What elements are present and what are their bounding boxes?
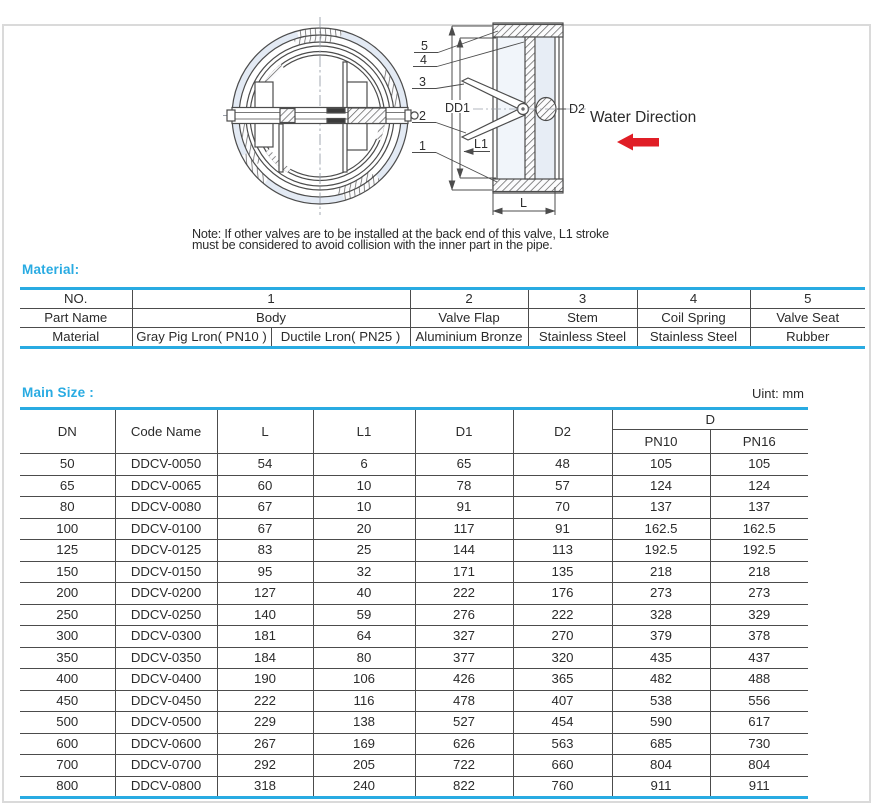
material-value: Stainless Steel [528, 328, 637, 348]
cell-d2: 365 [513, 669, 612, 691]
cell-d2: 760 [513, 776, 612, 798]
dim-label-l1: L1 [474, 137, 488, 151]
cell-d2: 222 [513, 604, 612, 626]
cell-code-name: DDCV-0500 [115, 712, 217, 734]
col-header-code-name: Code Name [115, 409, 217, 454]
cell-dn: 50 [20, 454, 115, 476]
cell-pn16: 162.5 [710, 518, 808, 540]
cell-d1: 65 [415, 454, 513, 476]
material-table-number-row [20, 289, 865, 309]
cell-pn16: 137 [710, 497, 808, 519]
installation-note [192, 229, 752, 251]
cell-pn10: 911 [612, 776, 710, 798]
cell-l: 267 [217, 733, 313, 755]
cell-pn10: 273 [612, 583, 710, 605]
col-header-pn16: PN16 [710, 430, 808, 454]
cell-code-name: DDCV-0800 [115, 776, 217, 798]
cell-l: 60 [217, 475, 313, 497]
main-size-table [20, 407, 808, 799]
note-line-2: must be considered to avoid collision with the inner part in the pipe. [192, 237, 553, 252]
size-row-dn-65 [20, 475, 808, 497]
cell-d2: 454 [513, 712, 612, 734]
size-row-dn-800 [20, 776, 808, 798]
cell-d1: 78 [415, 475, 513, 497]
cell-d1: 527 [415, 712, 513, 734]
cell-pn16: 192.5 [710, 540, 808, 562]
cell-l1: 116 [313, 690, 415, 712]
cell-code-name: DDCV-0350 [115, 647, 217, 669]
cell-code-name: DDCV-0125 [115, 540, 217, 562]
size-row-dn-500 [20, 712, 808, 734]
col-header-l1: L1 [313, 409, 415, 454]
cell-pn16: 556 [710, 690, 808, 712]
cell-d2: 320 [513, 647, 612, 669]
part-name: Valve Flap [410, 308, 528, 328]
water-direction-arrow-icon [617, 134, 659, 151]
size-row-dn-600 [20, 733, 808, 755]
material-table-part-name-row [20, 308, 865, 328]
dim-label-d2: D2 [569, 102, 585, 116]
cell-l: 184 [217, 647, 313, 669]
size-row-dn-400 [20, 669, 808, 691]
cell-pn10: 482 [612, 669, 710, 691]
cell-d2: 176 [513, 583, 612, 605]
cell-code-name: DDCV-0150 [115, 561, 217, 583]
cell-pn10: 105 [612, 454, 710, 476]
cell-code-name: DDCV-0050 [115, 454, 217, 476]
main-size-table-body [20, 454, 808, 798]
cell-l: 190 [217, 669, 313, 691]
cell-pn10: 137 [612, 497, 710, 519]
cell-pn16: 437 [710, 647, 808, 669]
cell-dn: 500 [20, 712, 115, 734]
cell-dn: 800 [20, 776, 115, 798]
cell-l1: 64 [313, 626, 415, 648]
col-header-l: L [217, 409, 313, 454]
cell-d1: 91 [415, 497, 513, 519]
cell-dn: 200 [20, 583, 115, 605]
part-name: Body [132, 308, 410, 328]
cell-code-name: DDCV-0450 [115, 690, 217, 712]
cell-code-name: DDCV-0100 [115, 518, 217, 540]
valve-technical-drawing [0, 0, 873, 230]
cell-d1: 327 [415, 626, 513, 648]
cell-pn16: 218 [710, 561, 808, 583]
size-row-dn-200 [20, 583, 808, 605]
part-name: Valve Seat [750, 308, 865, 328]
cell-d1: 722 [415, 755, 513, 777]
note-line-1: Note: If other valves are to be installed at the back end of this valve, L1 stroke [192, 227, 609, 241]
cell-dn: 600 [20, 733, 115, 755]
material-table [20, 287, 865, 349]
cell-l1: 32 [313, 561, 415, 583]
cell-l: 54 [217, 454, 313, 476]
cell-l: 292 [217, 755, 313, 777]
cell-dn: 300 [20, 626, 115, 648]
cell-l1: 6 [313, 454, 415, 476]
cell-pn10: 590 [612, 712, 710, 734]
material-section-heading: Material: [22, 262, 80, 277]
cell-code-name: DDCV-0600 [115, 733, 217, 755]
cell-d1: 426 [415, 669, 513, 691]
material-value: Stainless Steel [637, 328, 750, 348]
cell-pn16: 730 [710, 733, 808, 755]
cell-pn16: 124 [710, 475, 808, 497]
cell-d1: 377 [415, 647, 513, 669]
cell-l1: 240 [313, 776, 415, 798]
cell-pn10: 328 [612, 604, 710, 626]
cell-d1: 478 [415, 690, 513, 712]
valve-front-view [201, 0, 439, 230]
cell-l: 140 [217, 604, 313, 626]
cell-d2: 660 [513, 755, 612, 777]
part-number: 4 [637, 289, 750, 309]
cell-pn16: 617 [710, 712, 808, 734]
material-value: Aluminium Bronze [410, 328, 528, 348]
size-row-dn-300 [20, 626, 808, 648]
col-header-d1: D1 [415, 409, 513, 454]
cell-pn16: 378 [710, 626, 808, 648]
cell-d2: 57 [513, 475, 612, 497]
cell-dn: 150 [20, 561, 115, 583]
cell-code-name: DDCV-0250 [115, 604, 217, 626]
part-number: 2 [410, 289, 528, 309]
cell-d2: 407 [513, 690, 612, 712]
col-header-d-group: D [612, 409, 808, 430]
cell-l: 229 [217, 712, 313, 734]
size-row-dn-100 [20, 518, 808, 540]
cell-pn10: 162.5 [612, 518, 710, 540]
cell-l1: 205 [313, 755, 415, 777]
cell-d1: 222 [415, 583, 513, 605]
cell-l1: 10 [313, 497, 415, 519]
cell-pn10: 685 [612, 733, 710, 755]
cell-d2: 48 [513, 454, 612, 476]
cell-dn: 65 [20, 475, 115, 497]
cell-pn10: 379 [612, 626, 710, 648]
row-header-no: NO. [20, 289, 132, 309]
part-number: 5 [750, 289, 865, 309]
cell-dn: 700 [20, 755, 115, 777]
col-header-dn: DN [20, 409, 115, 454]
cell-dn: 450 [20, 690, 115, 712]
size-row-dn-700 [20, 755, 808, 777]
cell-l1: 59 [313, 604, 415, 626]
callout-label-2: 2 [419, 109, 426, 123]
cell-l: 127 [217, 583, 313, 605]
cell-l1: 25 [313, 540, 415, 562]
cell-pn16: 273 [710, 583, 808, 605]
cell-l1: 40 [313, 583, 415, 605]
col-header-pn10: PN10 [612, 430, 710, 454]
material-table-material-row [20, 328, 865, 348]
cell-code-name: DDCV-0065 [115, 475, 217, 497]
cell-pn10: 538 [612, 690, 710, 712]
cell-d1: 276 [415, 604, 513, 626]
material-value: Ductile Lron( PN25 ) [271, 328, 410, 348]
cell-l1: 106 [313, 669, 415, 691]
cell-dn: 80 [20, 497, 115, 519]
cell-l1: 10 [313, 475, 415, 497]
dim-label-d-d1: DD1 [445, 101, 471, 115]
cell-pn10: 124 [612, 475, 710, 497]
cell-d2: 563 [513, 733, 612, 755]
cell-pn16: 329 [710, 604, 808, 626]
cell-d2: 113 [513, 540, 612, 562]
size-row-dn-250 [20, 604, 808, 626]
cell-dn: 350 [20, 647, 115, 669]
cell-d1: 144 [415, 540, 513, 562]
row-header-material: Material [20, 328, 132, 348]
cell-code-name: DDCV-0700 [115, 755, 217, 777]
cell-l: 67 [217, 518, 313, 540]
water-direction-label: Water Direction [590, 109, 697, 126]
cell-pn16: 911 [710, 776, 808, 798]
main-size-section-heading: Main Size : [22, 385, 94, 400]
callout-label-5: 5 [421, 39, 428, 53]
cell-code-name: DDCV-0080 [115, 497, 217, 519]
part-number: 3 [528, 289, 637, 309]
cell-d2: 135 [513, 561, 612, 583]
part-name: Stem [528, 308, 637, 328]
cell-l: 222 [217, 690, 313, 712]
cell-pn10: 435 [612, 647, 710, 669]
cell-code-name: DDCV-0300 [115, 626, 217, 648]
cell-pn16: 488 [710, 669, 808, 691]
cell-dn: 125 [20, 540, 115, 562]
cell-d2: 91 [513, 518, 612, 540]
cell-code-name: DDCV-0400 [115, 669, 217, 691]
cell-l: 318 [217, 776, 313, 798]
size-row-dn-450 [20, 690, 808, 712]
cell-dn: 400 [20, 669, 115, 691]
dim-label-l: L [520, 196, 527, 210]
cell-pn10: 804 [612, 755, 710, 777]
col-header-d2: D2 [513, 409, 612, 454]
cell-pn16: 105 [710, 454, 808, 476]
cell-l1: 20 [313, 518, 415, 540]
material-value: Rubber [750, 328, 865, 348]
material-value: Gray Pig Lron( PN10 ) [132, 328, 271, 348]
cell-l1: 169 [313, 733, 415, 755]
cell-d2: 270 [513, 626, 612, 648]
size-row-dn-125 [20, 540, 808, 562]
cell-pn10: 192.5 [612, 540, 710, 562]
cell-l: 83 [217, 540, 313, 562]
valve-section-view [462, 23, 563, 193]
cell-pn16: 804 [710, 755, 808, 777]
cell-d1: 117 [415, 518, 513, 540]
callout-label-1: 1 [419, 139, 426, 153]
size-table-header-row [20, 409, 808, 430]
row-header-part-name: Part Name [20, 308, 132, 328]
cell-code-name: DDCV-0200 [115, 583, 217, 605]
cell-dn: 250 [20, 604, 115, 626]
cell-l1: 80 [313, 647, 415, 669]
size-row-dn-80 [20, 497, 808, 519]
cell-d1: 822 [415, 776, 513, 798]
part-name: Coil Spring [637, 308, 750, 328]
callout-label-4: 4 [420, 53, 427, 67]
cell-l: 181 [217, 626, 313, 648]
size-row-dn-150 [20, 561, 808, 583]
cell-l1: 138 [313, 712, 415, 734]
cell-d1: 626 [415, 733, 513, 755]
unit-label: Uint: mm [752, 386, 804, 401]
size-row-dn-50 [20, 454, 808, 476]
part-number: 1 [132, 289, 410, 309]
cell-pn10: 218 [612, 561, 710, 583]
callout-label-3: 3 [419, 75, 426, 89]
size-row-dn-350 [20, 647, 808, 669]
cell-l: 67 [217, 497, 313, 519]
cell-d2: 70 [513, 497, 612, 519]
cell-dn: 100 [20, 518, 115, 540]
cell-l: 95 [217, 561, 313, 583]
cell-d1: 171 [415, 561, 513, 583]
